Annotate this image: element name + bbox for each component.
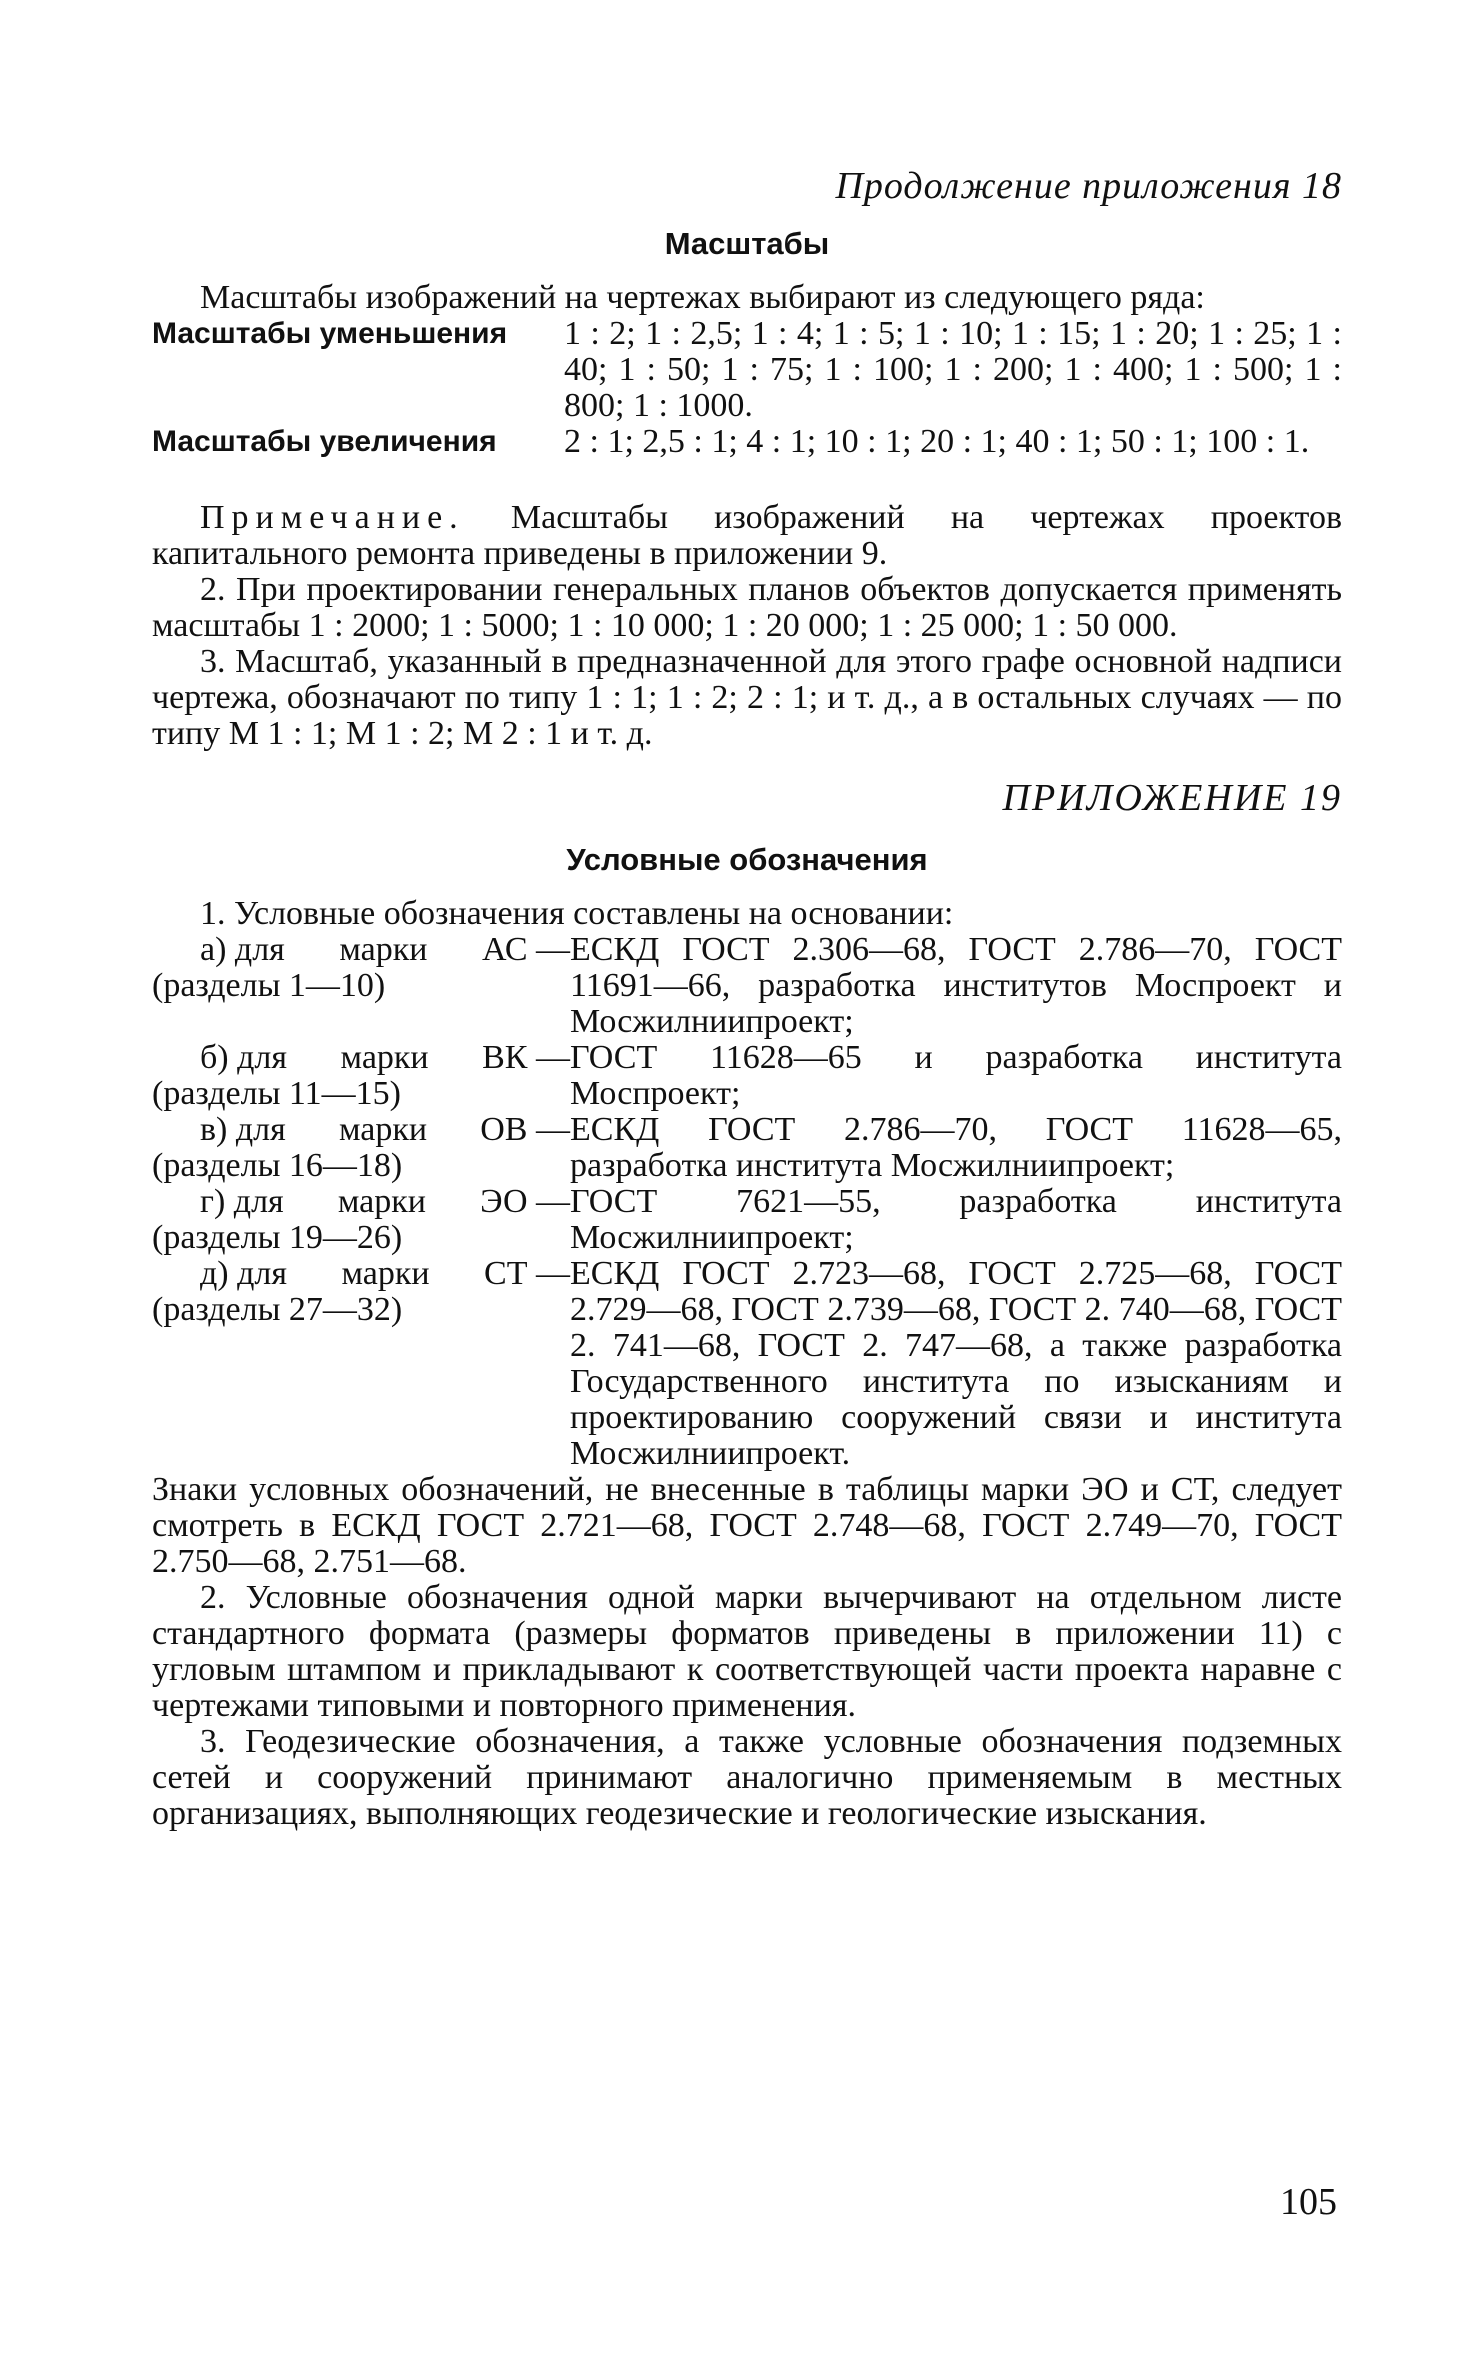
appendix-item-2: 2. Условные обозначения одной марки вычерчивают на отдельном листе стандартного формата (размеры форматов приведены в приложении 11) с угловым штампом и прикладывают к соответствующей части проекта наравне с чертежами типовыми и повторного применения. bbox=[152, 1579, 1342, 1724]
note-label: Примечание. bbox=[200, 499, 465, 536]
mark-source: ЕСКД ГОСТ 2.306—68, ГОСТ 2.786—70, ГОСТ 11691—66, разработка институтов Моспроект и Мосжилниипроект; bbox=[570, 931, 1342, 1040]
note-1-text: Масштабы изображений на чертежах проектов капитального ремонта приведены в приложении 9. bbox=[152, 499, 1343, 572]
mark-label: г) для марки ЭО — (разделы 19—26) bbox=[152, 1183, 570, 1256]
mark-source: ЕСКД ГОСТ 2.786—70, ГОСТ 11628—65, разработка института Мосжилниипроект; bbox=[570, 1111, 1342, 1184]
signs-note: Знаки условных обозначений, не внесенные в таблицы марки ЭО и СТ, следует смотреть в ЕСКД ГОСТ 2.721—68, ГОСТ 2.748—68, ГОСТ 2.749—70, ГОСТ 2.750—68, 2.751—68. bbox=[152, 1471, 1342, 1580]
enlargement-label: Масштабы увеличения bbox=[152, 425, 497, 458]
page-number: 105 bbox=[1280, 2181, 1337, 2223]
mark-source: ГОСТ 7621—55, разработка института Мосжилниипроект; bbox=[570, 1183, 1342, 1256]
spacer bbox=[152, 460, 1342, 500]
note-2: 2. При проектировании генеральных планов объектов допускается применять масштабы 1 : 2000; 1 : 5000; 1 : 10 000; 1 : 20 000; 1 : 25 000; 1 : 50 000. bbox=[152, 571, 1342, 644]
mark-row bbox=[152, 1112, 1342, 1184]
enlargement-values: 2 : 1; 2,5 : 1; 4 : 1; 10 : 1; 20 : 1; 40 : 1; 50 : 1; 100 : 1. bbox=[564, 423, 1310, 460]
scales-intro: Масштабы изображений на чертежах выбирают из следующего ряда: bbox=[200, 279, 1205, 316]
mark-label: д) для марки СТ — (разделы 27—32) bbox=[152, 1255, 570, 1328]
enlargement-scales bbox=[152, 424, 1342, 460]
mark-row bbox=[152, 1184, 1342, 1256]
appendix-item-3: 3. Геодезические обозначения, а также условные обозначения подземных сетей и сооружений принимают аналогично применяемым в местных организациях, выполняющих геодезические и геологические изыскания. bbox=[152, 1723, 1342, 1832]
page-body bbox=[152, 165, 1343, 1832]
mark-label: б) для марки ВК — (разделы 11—15) bbox=[152, 1039, 570, 1112]
note-3: 3. Масштаб, указанный в предназначенной для этого графе основной надписи чертежа, обозначают по типу 1 : 1; 1 : 2; 2 : 1; и т. д., а в остальных случаях — по типу М 1 : 1; М 1 : 2; М 2 : 1 и т. д. bbox=[152, 643, 1342, 752]
running-head: Продолжение приложения 18 bbox=[835, 165, 1342, 207]
mark-source: ЕСКД ГОСТ 2.723—68, ГОСТ 2.725—68, ГОСТ 2.729—68, ГОСТ 2.739—68, ГОСТ 2. 740—68, ГОСТ 2. 741—68, ГОСТ 2. 747—68, а также разработка Государственного института по изысканиям и проектированию сооружений связи и института Мосжилниипроект. bbox=[570, 1255, 1342, 1472]
mark-source: ГОСТ 11628—65 и разработка института Моспроект; bbox=[570, 1039, 1342, 1112]
mark-row bbox=[152, 1256, 1342, 1472]
mark-label: в) для марки ОВ — (разделы 16—18) bbox=[152, 1111, 570, 1184]
note-1 bbox=[152, 500, 1342, 572]
appendix-item-1: 1. Условные обозначения составлены на основании: bbox=[200, 895, 954, 932]
reduction-scales bbox=[152, 316, 1342, 424]
appendix-heading: Условные обозначения bbox=[566, 842, 928, 877]
appendix-title: ПРИЛОЖЕНИЕ 19 bbox=[1002, 777, 1342, 819]
mark-label: а) для марки АС — (разделы 1—10) bbox=[152, 931, 570, 1004]
reduction-label: Масштабы уменьшения bbox=[152, 317, 508, 350]
mark-row bbox=[152, 932, 1342, 1040]
mark-row bbox=[152, 1040, 1342, 1112]
reduction-values: 1 : 2; 1 : 2,5; 1 : 4; 1 : 5; 1 : 10; 1 : 15; 1 : 20; 1 : 25; 1 : 40; 1 : 50; 1 : 75; 1 : 100; 1 : 200; 1 : 400; 1 : 500; 1 : 800; 1 : 1000. bbox=[564, 315, 1342, 424]
scales-heading: Масштабы bbox=[664, 226, 830, 261]
